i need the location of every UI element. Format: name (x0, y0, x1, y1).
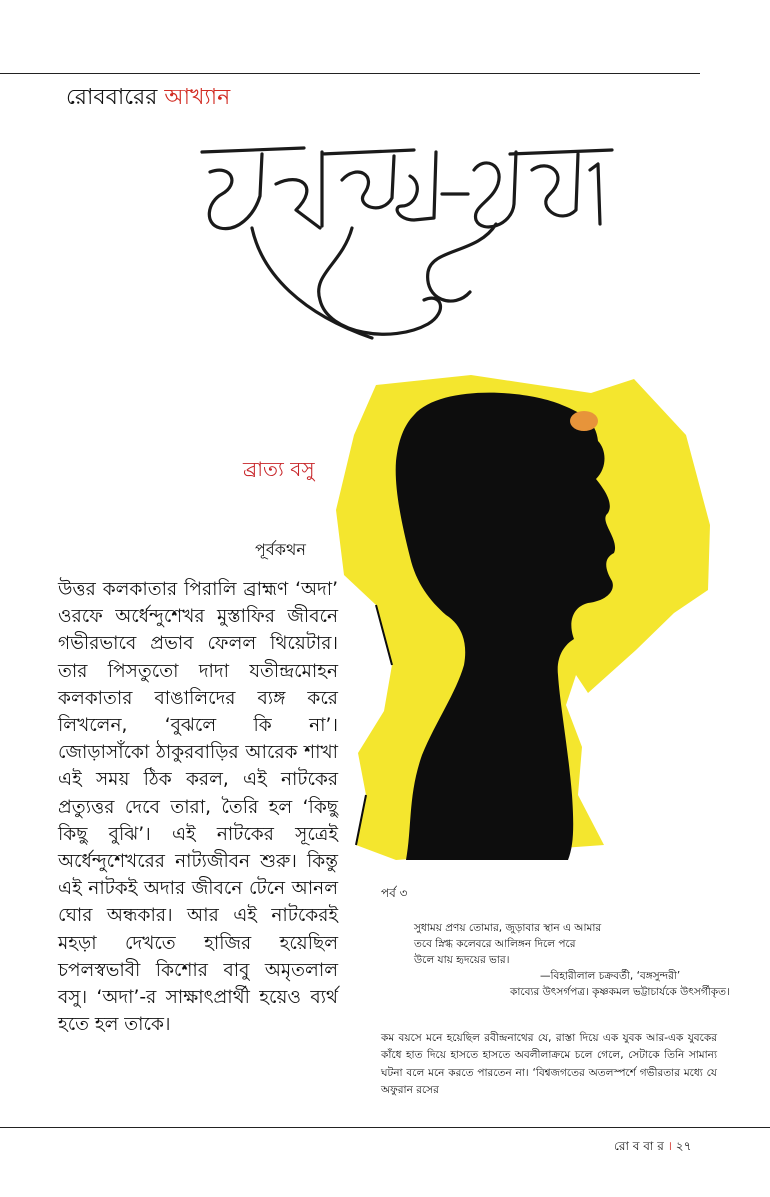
part-label: পর্ব ৩ (381, 886, 408, 900)
section-label: পূর্বকথন (255, 540, 306, 559)
author-name: ব্রাত্য বসু (243, 457, 315, 481)
bottom-rule (0, 1127, 770, 1128)
poem-citation-note: কাব্যের উৎসর্গপত্র। কৃষ্ণকমল ভট্টাচার্যকে উৎসর্গীকৃত। (510, 986, 730, 998)
footer-separator: । (667, 1139, 672, 1153)
footer-magazine: রো ব বা র (614, 1139, 664, 1153)
intro-paragraph: উত্তর কলকাতার পিরালি ব্রাহ্মণ ‘অদা’ ওরফে অর্ধেন্দুশেখর মুস্তাফির জীবনে গভীরভাবে প্রভাব ফেলল থিয়েটার। তার পিসতুতো দাদা যতীন্দ্রমোহন কলকাতার বাঙালিদের ব্যঙ্গ করে লিখলেন, ‘বুঝলে কি না’। জোড়াসাঁকো ঠাকুরবাড়ির আরেক শাখা এই সময় ঠিক করল, এই নাটকের প্রত্যুত্তর দেবে তারা, তৈরি হল ‘কিছু কিছু বুঝি’। এই নাটকের সূত্রেই অর্ধেন্দুশেখরের নাট্যজীবন শুরু। কিন্তু এই নাটকই অদার জীবনে টেনে আনল ঘোর অন্ধকার। আর এই নাটকেরই মহড়া দেখতে হাজির হয়েছিল চপলস্বভাবী কিশোর বাবু অমৃতলাল বসু। ‘অদা’-র সাক্ষাৎপ্রার্থী হয়েও ব্যর্থ হতে হল তাকে। (58, 579, 338, 1036)
silhouette-illustration (336, 375, 710, 860)
header-accent: আখ্যান (164, 85, 231, 110)
body-paragraph: কম বয়সে মনে হয়েছিল রবীন্দ্রনাথের যে, রাস্তা দিয়ে এক যুবক আর-এক যুবকের কাঁধে হাত দিয়ে হাসতে হাসতে অবলীলাক্রমে চলে গেলে, সেটাকে তিনি সামান্য ঘটনা বলে মনে করতে পারতেন না। ‘বিশ্বজগতের অতলস্পর্শে গভীরতার মধ্যে যে অফুরান রসের (381, 1032, 717, 1097)
top-rule (0, 73, 700, 74)
poem-citation: —বিহারীলাল চক্রবর্তী, ‘বঙ্গসুন্দরী’ (540, 970, 681, 982)
section-header (66, 80, 230, 117)
title-calligraphy (192, 124, 622, 364)
poem-line: তবে স্নিগ্ধ কলেবরে আলিঙ্গন দিলে পরে (414, 938, 576, 950)
page-footer (614, 1138, 691, 1158)
epigraph-poem (414, 920, 730, 1000)
header-prefix: রোববারের (66, 85, 165, 110)
poem-line: উলে যায় হৃদয়ের ভার। (414, 954, 510, 966)
page-number: ২৭ (675, 1139, 692, 1153)
poem-line: সুধাময় প্রণয় তোমার, জুড়াবার স্থান এ আমার (414, 922, 602, 934)
